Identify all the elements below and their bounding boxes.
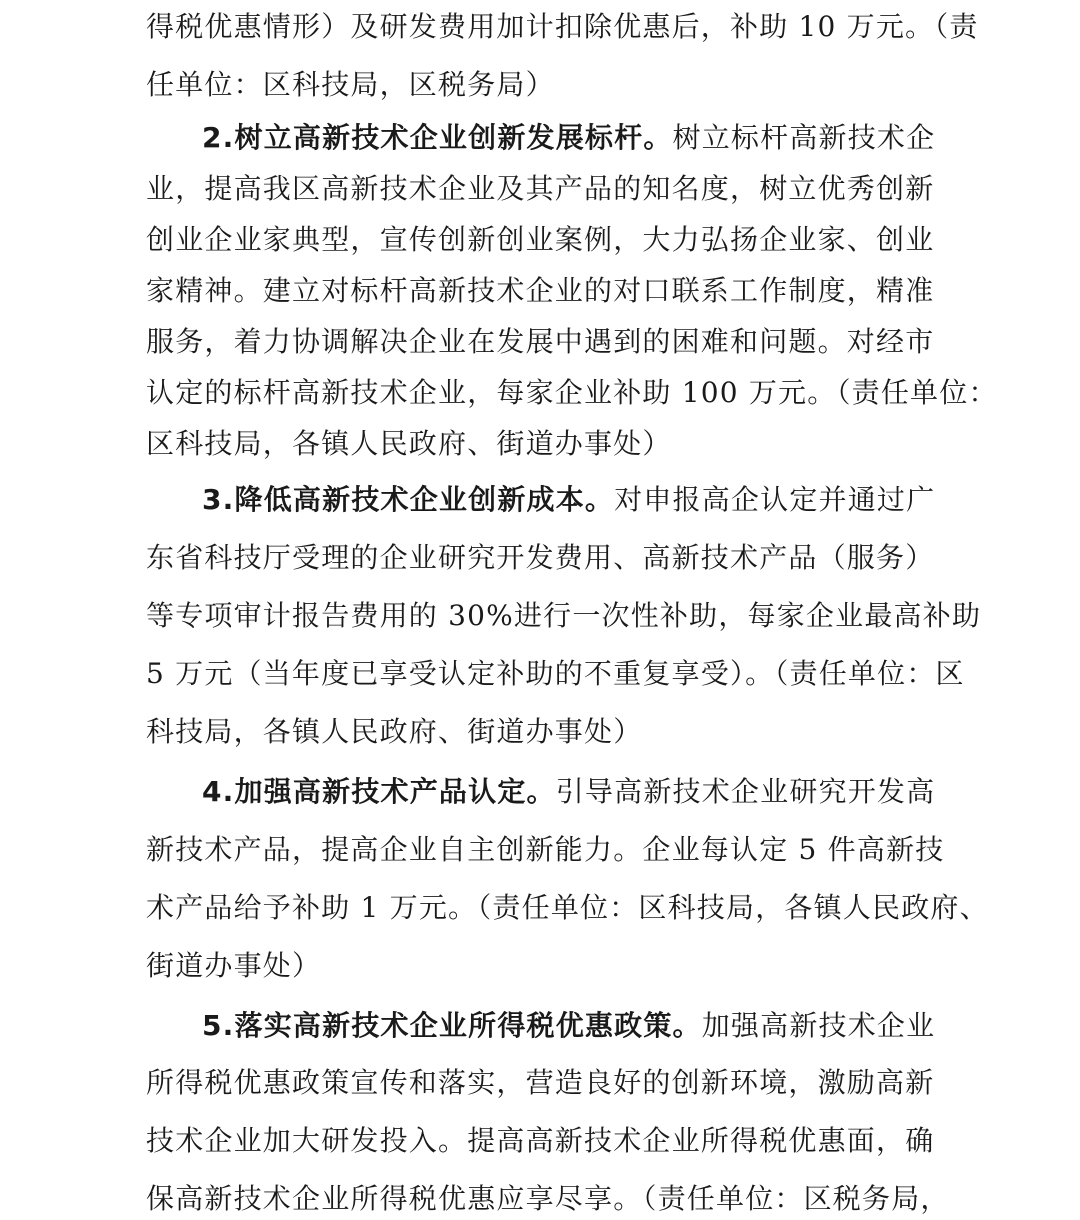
item-2-line-6: 认定的标杆高新技术企业，每家企业补助 100 万元。（责任单位： (146, 376, 998, 409)
item-5-heading: 5.落实高新技术企业所得税优惠政策。 (202, 1009, 702, 1042)
item-3-line-5: 科技局，各镇人民政府、街道办事处） (146, 715, 643, 748)
item-4-heading: 4.加强高新技术产品认定。 (202, 775, 556, 808)
item-2-heading: 2.树立高新技术企业创新发展标杆。 (202, 121, 673, 154)
item-5-line-3: 技术企业加大研发投入。提高高新技术企业所得税优惠面，确 (146, 1124, 935, 1157)
item-2-line-7: 区科技局，各镇人民政府、街道办事处） (146, 427, 672, 460)
item-2-lead-text: 树立标杆高新技术企 (672, 121, 936, 154)
item-5-line-2: 所得税优惠政策宣传和落实，营造良好的创新环境，激励高新 (146, 1066, 935, 1099)
item-3-line-4: 5 万元（当年度已享受认定补助的不重复享受）。（责任单位：区 (146, 657, 965, 690)
item-2-line-4: 家精神。建立对标杆高新技术企业的对口联系工作制度，精准 (146, 274, 935, 307)
item-5-line-4: 保高新技术企业所得税优惠应享尽享。（责任单位：区税务局， (146, 1182, 950, 1215)
item-3-line-2: 东省科技厅受理的企业研究开发费用、高新技术产品（服务） (146, 541, 935, 574)
item-3-heading: 3.降低高新技术企业创新成本。 (202, 483, 615, 516)
paragraph-1-line-1: 得税优惠情形）及研发费用加计扣除优惠后，补助 10 万元。（责 (146, 10, 979, 43)
item-4-line-2: 新技术产品，提高企业自主创新能力。企业每认定 5 件高新技 (146, 833, 945, 866)
item-4-lead-text: 引导高新技术企业研究开发高 (555, 775, 936, 808)
item-2-line-3: 创业企业家典型，宣传创新创业案例，大力弘扬企业家、创业 (146, 223, 935, 256)
item-4-line-3: 术产品给予补助 1 万元。（责任单位：区科技局，各镇人民政府、 (146, 891, 989, 924)
item-3-line-3: 等专项审计报告费用的 30%进行一次性补助，每家企业最高补助 (146, 599, 982, 632)
item-4-line-4: 街道办事处） (146, 949, 322, 982)
item-4-first-line (202, 774, 935, 810)
item-2-first-line (202, 120, 935, 156)
item-3-first-line (202, 482, 935, 518)
item-2-line-5: 服务，着力协调解决企业在发展中遇到的困难和问题。对经市 (146, 325, 935, 358)
item-5-lead-text: 加强高新技术企业 (701, 1009, 936, 1042)
paragraph-1-line-2: 任单位：区科技局，区税务局） (146, 68, 555, 101)
item-5-first-line (202, 1008, 935, 1044)
item-2-line-2: 业，提高我区高新技术企业及其产品的知名度，树立优秀创新 (146, 172, 935, 205)
item-3-lead-text: 对申报高企认定并通过广 (614, 483, 936, 516)
